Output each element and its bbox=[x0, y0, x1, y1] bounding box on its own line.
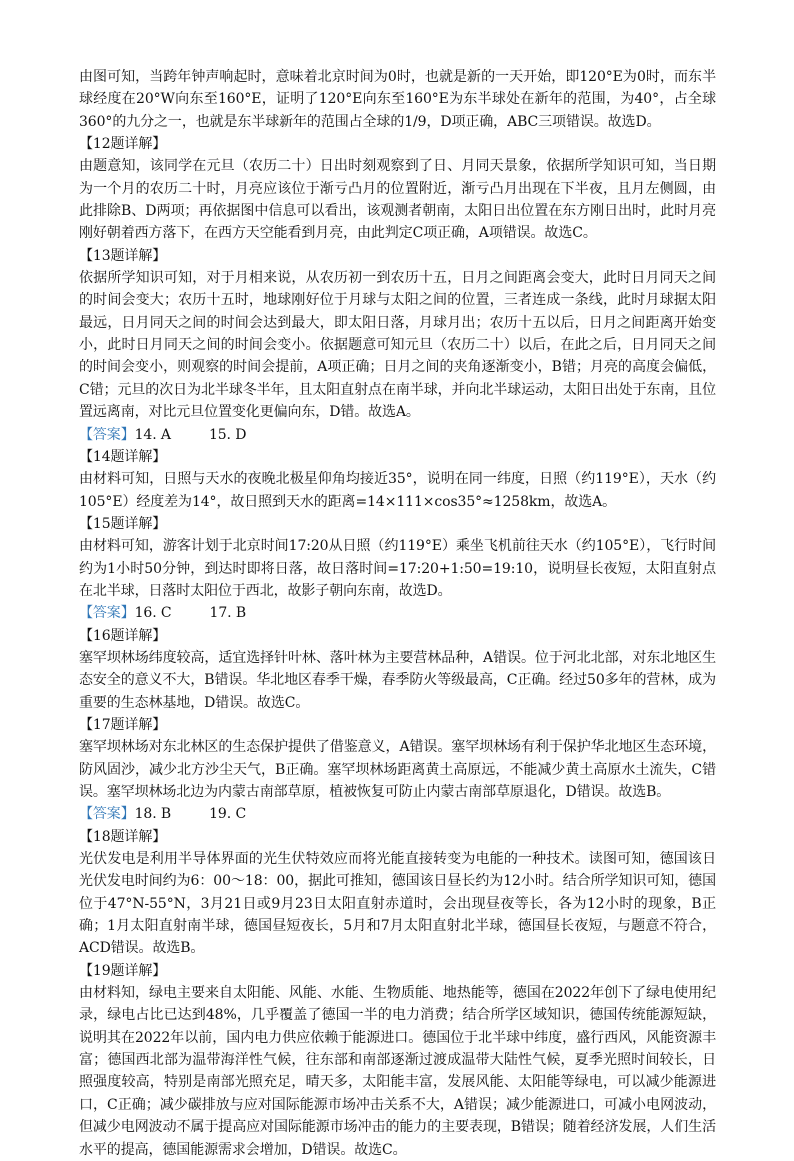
answer-label: 【答案】 bbox=[79, 605, 135, 622]
section-heading: 【12题详解】 bbox=[79, 136, 167, 153]
explanation-paragraph: 光伏发电是利用半导体界面的光生伏特效应而将光能直接转变为电能的一种技术。读图可知，德国该日光伏发电时间约为6：00～18：00，据此可推知，德国该日昼长约为12小时。结合所学知识可知，德国位于47°N-55°N，3月21日或9月23日太阳直射赤道时，会出现昼夜等长，各为12小时的现象，B正确；1月太阳直射南半球，德国昼短夜长，5月和7月太阳直射北半球，德国昼长夜短，与题意不符合，ACD错误。故选B。 bbox=[79, 851, 716, 957]
answer-choice: 17. B bbox=[209, 605, 247, 622]
answer-line bbox=[79, 424, 716, 446]
explanation-paragraph: 塞罕坝林场对东北林区的生态保护提供了借鉴意义，A错误。塞罕坝林场有利于保护华北地区生态环境，防风固沙，减少北方沙尘天气，B正确。塞罕坝林场距离黄土高原远，不能减少黄土高原水土流失，C错误。塞罕坝林场北边为内蒙古南部草原，植被恢复可防止内蒙古南部草原退化，D错误。故选B。 bbox=[79, 739, 716, 800]
section-heading: 【13题详解】 bbox=[79, 247, 167, 264]
answer-line bbox=[79, 803, 716, 825]
explanation-paragraph: 由材料知，绿电主要来自太阳能、风能、水能、生物质能、地热能等，德国在2022年创下了绿电使用纪录，绿电占比已达到48%，几乎覆盖了德国一半的电力消费；结合所学区域知识，德国传统能源短缺，说明其在2022年以前，国内电力供应依赖于能源进口。德国位于北半球中纬度，盛行西风，风能资源丰富；德国西北部为温带海洋性气候，往东部和南部逐渐过渡成温带大陆性气候，夏季光照时间较长，日照强度较高，特别是南部光照充足，晴天多，太阳能丰富，发展风能、太阳能等绿电，可以减少能源进口，C正确；减少碳排放与应对国际能源市场冲击关系不大，A错误；减少能源进口，可减小电网波动，但减少电网波动不属于提高应对国际能源市场冲击的能力的主要表现，B错误；随着经济发展，人们生活水平的提高，德国能源需求会增加，D错误。故选C。 bbox=[79, 985, 716, 1158]
answer-choice: 15. D bbox=[208, 426, 247, 443]
answer-choice: 16. C bbox=[134, 605, 172, 622]
section-heading: 【18题详解】 bbox=[79, 828, 167, 845]
section-heading: 【15题详解】 bbox=[79, 515, 167, 532]
answer-label: 【答案】 bbox=[79, 426, 135, 443]
explanation-paragraph: 由图可知，当跨年钟声响起时，意味着北京时间为0时，也就是新的一天开始，即120°E为0时，而东半球经度在20°W向东至160°E，证明了120°E向东至160°E为东半球处在新年的范围，为40°，占全球360°的九分之一，也就是东半球新年的范围占全球的1/9，D项正确，ABC三项错误。故选D。 bbox=[79, 69, 716, 130]
explanation-paragraph: 依据所学知识可知，对于月相来说，从农历初一到农历十五，日月之间距离会变大，此时日月同天之间的时间会变大；农历十五时，地球刚好位于月球与太阳之间的位置，三者连成一条线，此时月球据太阳最远，日月同天之间的时间会达到最大，即太阳日落，月球月出；农历十五以后，日月之间距离开始变小，此时日月同天之间的时间会变小。依据题意可知元旦（农历二十）以后，在此之后，日月同天之间的时间会变小，则观察的时间会提前，A项正确；日月之间的夹角逐渐变小，B错；月亮的高度会偏低，C错；元旦的次日为北半球冬半年，且太阳直射点在南半球，并向北半球运动，太阳日出处于东南，且位置远离南，对比元旦位置变化更偏向东，D错。故选A。 bbox=[79, 270, 716, 421]
section-heading: 【19题详解】 bbox=[79, 962, 167, 979]
explanation-paragraph: 由材料可知，日照与天水的夜晚北极星仰角均接近35°，说明在同一纬度，日照（约119°E），天水（约105°E）经度差为14°，故日照到天水的距离=14×111×cos35°≈1258km，故选A。 bbox=[79, 471, 716, 510]
answer-line bbox=[79, 602, 716, 624]
section-heading: 【16题详解】 bbox=[79, 627, 167, 644]
answer-choice: 14. A bbox=[134, 426, 171, 443]
explanation-paragraph: 由材料可知，游客计划于北京时间17:20从日照（约119°E）乘坐飞机前往天水（约105°E），飞行时间约为1小时50分钟，到达时即将日落，故日落时间=17:20+1:50=19:10，说明昼长夜短，太阳直射点在北半球，日落时太阳位于西北，故影子朝向东南，故选D。 bbox=[79, 538, 716, 599]
section-heading: 【14题详解】 bbox=[79, 448, 167, 465]
explanation-paragraph: 由题意知，该同学在元旦（农历二十）日出时刻观察到了日、月同天景象，依据所学知识可知，当日期为一个月的农历二十时，月亮应该位于渐亏凸月的位置附近，渐亏凸月出现在下半夜，且月左侧圆，由此排除B、D两项；再依据图中信息可以看出，该观测者朝南，太阳日出位置在东方刚日出时，此时月亮刚好朝着西方落下，在西方天空能看到月亮，由此判定C项正确，A项错误。故选C。 bbox=[79, 158, 716, 242]
section-heading: 【17题详解】 bbox=[79, 716, 167, 733]
explanation-paragraph: 塞罕坝林场纬度较高，适宜选择针叶林、落叶林为主要营林品种，A错误。位于河北北部，对东北地区生态安全的意义不大，B错误。华北地区春季干燥，春季防火等级最高，C正确。经过50多年的营林，成为重要的生态林基地，D错误。故选C。 bbox=[79, 649, 716, 711]
answer-label: 【答案】 bbox=[79, 806, 135, 823]
answer-choice: 18. B bbox=[134, 806, 172, 823]
answer-choice: 19. C bbox=[209, 806, 247, 823]
